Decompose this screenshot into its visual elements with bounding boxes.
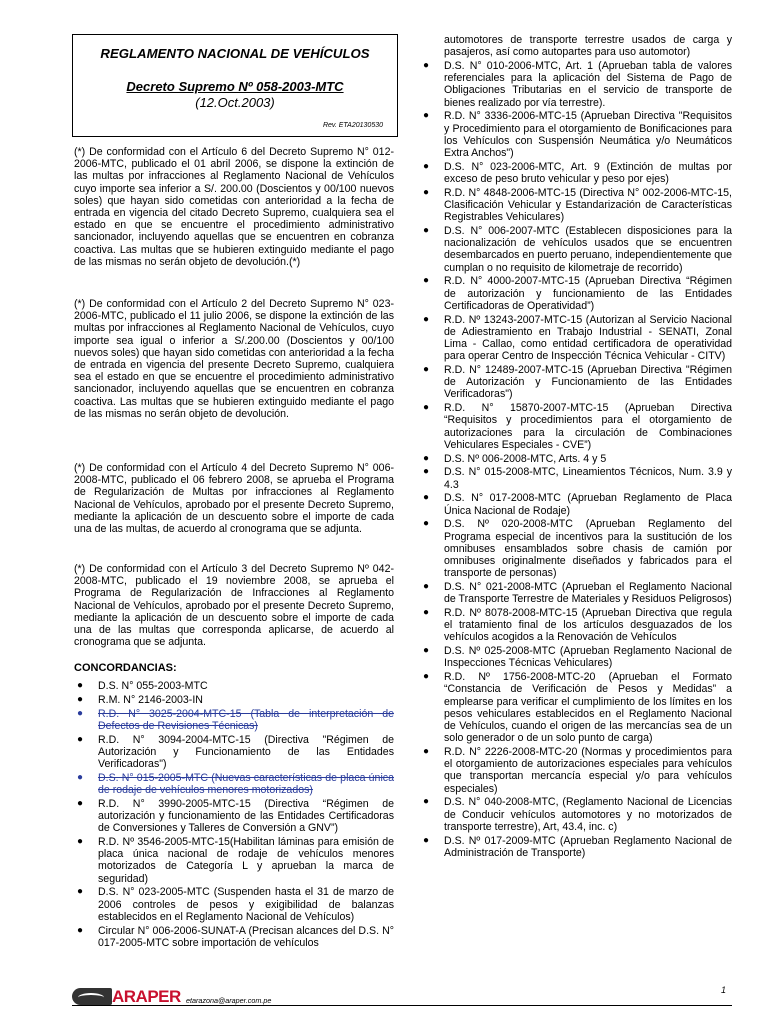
list-item-text: R.D. N° 2226-2008-MTC-20 (Normas y procedimientos para el otorgamiento de autorizaciones especiales para vehículos que transportan mercancía especial y/o para vehículos especiales) [444,746,732,795]
list-item-text: R.D. N° 12489-2007-MTC-15 (Aprueban Directiva "Régimen de Autorización y Funcionamiento de las Entidades Verificadoras") [444,364,732,401]
concordancias-list-right [420,34,732,861]
list-item [74,680,394,692]
list-item [74,734,394,771]
list-item-text: R.D. N° 3336-2006-MTC-15 (Aprueban Directiva "Requisitos y Procedimiento para el otorgamiento de Bonificaciones para los Vehículos con Suspensión Neumática y/o Neumáticos Extra Anchos") [444,110,732,160]
list-item [74,836,394,885]
list-item-text: D.S. Nº 017-2009-MTC (Aprueban Reglamento Nacional de Administración de Transporte) [444,834,732,859]
list-item [74,886,394,923]
document-title: REGLAMENTO NACIONAL DE VEHÍCULOS [100,46,370,61]
list-item-text: D.S. N° 021-2008-MTC (Aprueban el Reglamento Nacional de Transporte Terrestre de Materiales y Residuos Peligrosos) [444,581,732,606]
list-item [420,645,732,669]
list-item [74,925,394,949]
list-item [74,798,394,835]
list-item-text: D.S. N° 055-2003-MTC [98,680,208,692]
bullet-icon: ● [77,797,84,809]
list-item [420,453,732,465]
concordancias-list-left [74,680,394,951]
bullet-icon: ● [423,364,430,376]
list-item [420,492,732,516]
list-item [420,466,732,490]
bullet-icon: ● [423,313,430,325]
bullet-icon: ● [423,110,430,122]
list-item-text: R.M. N° 2146-2003-IN [98,693,203,706]
bullet-icon: ● [423,671,430,683]
bullet-icon: ● [423,275,430,287]
logo-mark-icon [72,988,112,1005]
bullet-icon: ● [423,645,430,657]
paragraph-3: (*) De conformidad con el Artículo 4 del Decreto Supremo N° 006-2008-MTC, publicado el 06 febrero 2008, se aprueba el Programa de Regularización de Multas por infracciones al Reglamento Nacional de Vehículos, aprobado por el presente Decreto Supremo, mediante la aplicación de un descuento sobre el importe de cada una de las multas, de acuerdo al cronograma que se adjunta. [74,462,394,536]
list-item [420,60,732,109]
bullet-icon: ● [423,796,430,808]
list-item [420,314,732,363]
list-item-text: automotores de transporte terrestre usados de carga y pasajeros, así como autopartes para uso automotor) [444,34,732,59]
bullet-icon: ● [423,746,430,758]
paragraph-1: (*) De conformidad con el Artículo 6 del Decreto Supremo N° 012-2006-MTC, publicado el 01 abril 2006, se dispone la extinción de las multas por infracciones al Reglamento Nacional de Vehículos cuyo importe sea inferior a S/. 200.00 (Doscientos y 00/100 nuevos soles) que hayan sido cometidas con anterioridad a la fecha de entrada en vigencia del citado Decreto Supremo, cualquiera sea el estado en que se encuentre el procedimiento administrativo sancionador, incluyendo aquellas que se encuentren en cobranza coactiva. Las multas que se hubieren extinguido mediante el pago de las mismas no serán objeto de devolución.(*) [74,146,394,268]
paragraph-4: (*) De conformidad con el Artículo 3 del Decreto Supremo Nº 042-2008-MTC, publicado el 19 noviembre 2008, se aprueba el Programa de Regularización de Infracciones al Reglamento Nacional de Vehículos, aprobado por el presente Decreto Supremo, mediante la aplicación de un descuento sobre el importe de cada una de las multas que corresponda aplicarse, de acuerdo al cronograma que se adjunta. [74,563,394,649]
decree-number: Decreto Supremo Nº 058-2003-MTC [126,79,344,94]
list-item [420,275,732,312]
bullet-icon: ● [77,733,84,745]
list-item [420,364,732,401]
list-item-text[interactable]: D.S. N° 015-2005-MTC (Nuevas características de placa única de rodaje de vehículos menores motorizados) [98,771,394,796]
list-item-text: D.S. N° 006-2007-MTC (Establecen disposiciones para la nacionalización de vehículos usados que se encuentren desembarcados en puerto peruano, independientemente que cumplan o no requisito de kilometraje de recorrido) [444,225,732,274]
footer-divider [72,1005,732,1006]
list-item [420,835,732,859]
logo-brand-text: ARAPER [112,987,181,1006]
bullet-icon: ● [423,581,430,593]
decree-date: (12.Oct.2003) [195,95,275,110]
list-item-text: Circular N° 006-2006-SUNAT-A (Precisan alcances del D.S. N° 017-2005-MTC sobre importación de vehículos [98,924,394,949]
bullet-icon: ● [77,707,84,719]
list-item [420,581,732,605]
list-item-text: D.S. N° 017-2008-MTC (Aprueban Reglamento de Placa Única Nacional de Rodaje) [444,492,732,517]
list-item [420,607,732,644]
bullet-icon: ● [77,886,84,898]
list-item-text: D.S. N° 015-2008-MTC, Lineamientos Técnicos, Num. 3.9 y 4.3 [444,466,732,491]
list-item-text: R.D. Nº 1756-2008-MTC-20 (Aprueban el Formato “Constancia de Verificación de Pesos y Medidas” a emplearse para verificar el cumplimiento de los límites en los pesos vehiculares establecidos en el Reglamento Nacional de Vehículos, cuando el origen de las mercancías sea de un solo generador o de un solo punto de carga) [444,671,732,745]
revision-code: Rev. ETA20130530 [322,122,383,129]
paragraph-2: (*) De conformidad con el Artículo 2 del Decreto Supremo N° 023-2006-MTC, publicado el 11 julio 2006, se dispone la extinción de las multas por infracciones al Reglamento Nacional de Vehículos, cuyo importe sea igual o inferior a S/.200.00 (Doscientos y 00/100 nuevos soles) que hayan sido cometidas con anterioridad a la fecha de entrada en vigencia del presente Decreto Supremo, cualquiera sea el estado en que se encuentre el procedimiento administrativo sancionador, incluyendo aquellas que se encuentren en cobranza coactiva. Las multas que se hubieren extinguido mediante el pago de las mismas no serán objeto de devolución. [74,298,394,420]
list-item-text: D.S. Nº 025-2008-MTC (Aprueban Reglamento Nacional de Inspecciones Técnicas Vehiculares) [444,645,732,670]
bullet-icon: ● [423,225,430,237]
bullet-icon: ● [77,680,84,691]
bullet-icon: ● [423,186,430,198]
list-item[interactable] [74,772,394,796]
list-item-text: D.S. Nº 020-2008-MTC (Aprueban Reglamento del Programa especial de incentivos para la sustitución de los omnibuses ensamblados sobre chasis de camión por omnibuses originalmente diseñados y fabricados para el transporte de personas) [444,518,732,580]
bullet-icon: ● [423,607,430,619]
title-box [72,34,398,137]
list-item [420,402,732,451]
list-item-text: R.D. Nº 8078-2008-MTC-15 (Aprueban Directiva que regula el tratamiento final de los artículos desguazados de los vehículos acogidos a la Renovación de Vehículos [444,607,732,644]
list-item-text: R.D. N° 3094-2004-MTC-15 (Directiva "Régimen de Autorización y Funcionamiento de las Entidades Verificadoras") [98,733,394,770]
footer-email: etarazona@araper.com.pe [186,996,272,1005]
bullet-icon: ● [423,518,430,530]
list-item-text: R.D. N° 15870-2007-MTC-15 (Aprueban Directiva “Requisitos y procedimientos para el otorgamiento de autorizaciones para la circulación de Combinaciones Vehiculares Especiales - CVE”) [444,402,732,451]
bullet-icon: ● [423,466,430,478]
list-item[interactable] [74,708,394,732]
bullet-icon: ● [423,402,430,414]
bullet-icon: ● [77,771,84,783]
list-item-text: R.D. Nº 3546-2005-MTC-15(Habilitan láminas para emisión de placa única nacional de rodaje de vehículos menores motorizados de Categoría L y aprueban la marca de seguridad) [98,836,394,885]
list-item [420,746,732,795]
list-item-text: D.S. N° 010-2006-MTC, Art. 1 (Aprueban tabla de valores referenciales para la aplicación del Sistema de Pago de Obligaciones Tributarias en el servicio de transporte de bienes realizado por vía terrestre). [444,60,732,109]
list-item [420,671,732,744]
list-item-text: D.S. Nº 006-2008-MTC, Arts. 4 y 5 [444,452,607,465]
bullet-icon: ● [423,834,430,846]
bullet-icon: ● [423,60,430,71]
page-number: 1 [721,985,727,995]
list-item [420,161,732,185]
bullet-icon: ● [77,836,84,847]
list-item-text: D.S. N° 040-2008-MTC, (Reglamento Nacional de Licencias de Conducir vehículos automotores y no motorizados de transporte terrestre), Art, 43.4, inc. c) [444,796,732,833]
bullet-icon: ● [77,924,84,936]
list-item-text: R.D. N° 4848-2006-MTC-15 (Directiva N° 002-2006-MTC-15, Clasificación Vehicular y Estandarización de Características Registrables Vehiculares) [444,186,732,224]
concordancias-heading: CONCORDANCIAS: [74,662,177,674]
list-item [420,110,732,159]
bullet-icon: ● [423,492,430,504]
list-item-text: R.D. N° 3990-2005-MTC-15 (Directiva “Régimen de autorización y funcionamiento de las Entidades Certificadoras de Conversiones y Talleres de Conversión a GNV”) [98,797,394,835]
list-item [420,225,732,274]
list-item [420,518,732,579]
list-item [420,796,732,833]
list-item-text: D.S. N° 023-2006-MTC, Art. 9 (Extinción de multas por exceso de peso bruto vehicular y peso por ejes) [444,160,732,186]
list-item [420,34,732,58]
list-item-text: R.D. Nº 13243-2007-MTC-15 (Autorizan al Servicio Nacional de Adiestramiento en Trabajo Industrial - SENATI, Zonal Lima - Callao, como entidad certificadora de operatividad para operar Centro de Inspección Técnica Vehicular - CITV) [444,313,732,363]
list-item [420,187,732,224]
list-item-text: R.D. N° 4000-2007-MTC-15 (Aprueban Directiva “Régimen de autorización y funcionamiento de las Entidades Certificadoras de Operatividad”) [444,275,732,312]
bullet-icon: ● [423,160,430,172]
list-item [74,694,394,706]
bullet-icon: ● [77,693,84,705]
list-item-text[interactable]: R.D. N° 3025-2004-MTC-15 (Tabla de interpretación de Defectos de Revisiones Técnicas) [98,707,394,732]
bullet-icon: ● [423,452,430,464]
araper-logo [72,985,180,1007]
list-item-text: D.S. N° 023-2005-MTC (Suspenden hasta el 31 de marzo de 2006 controles de pesos y exigibilidad de balanzas establecidos en el Reglamento Nacional de Vehículos) [98,886,394,923]
